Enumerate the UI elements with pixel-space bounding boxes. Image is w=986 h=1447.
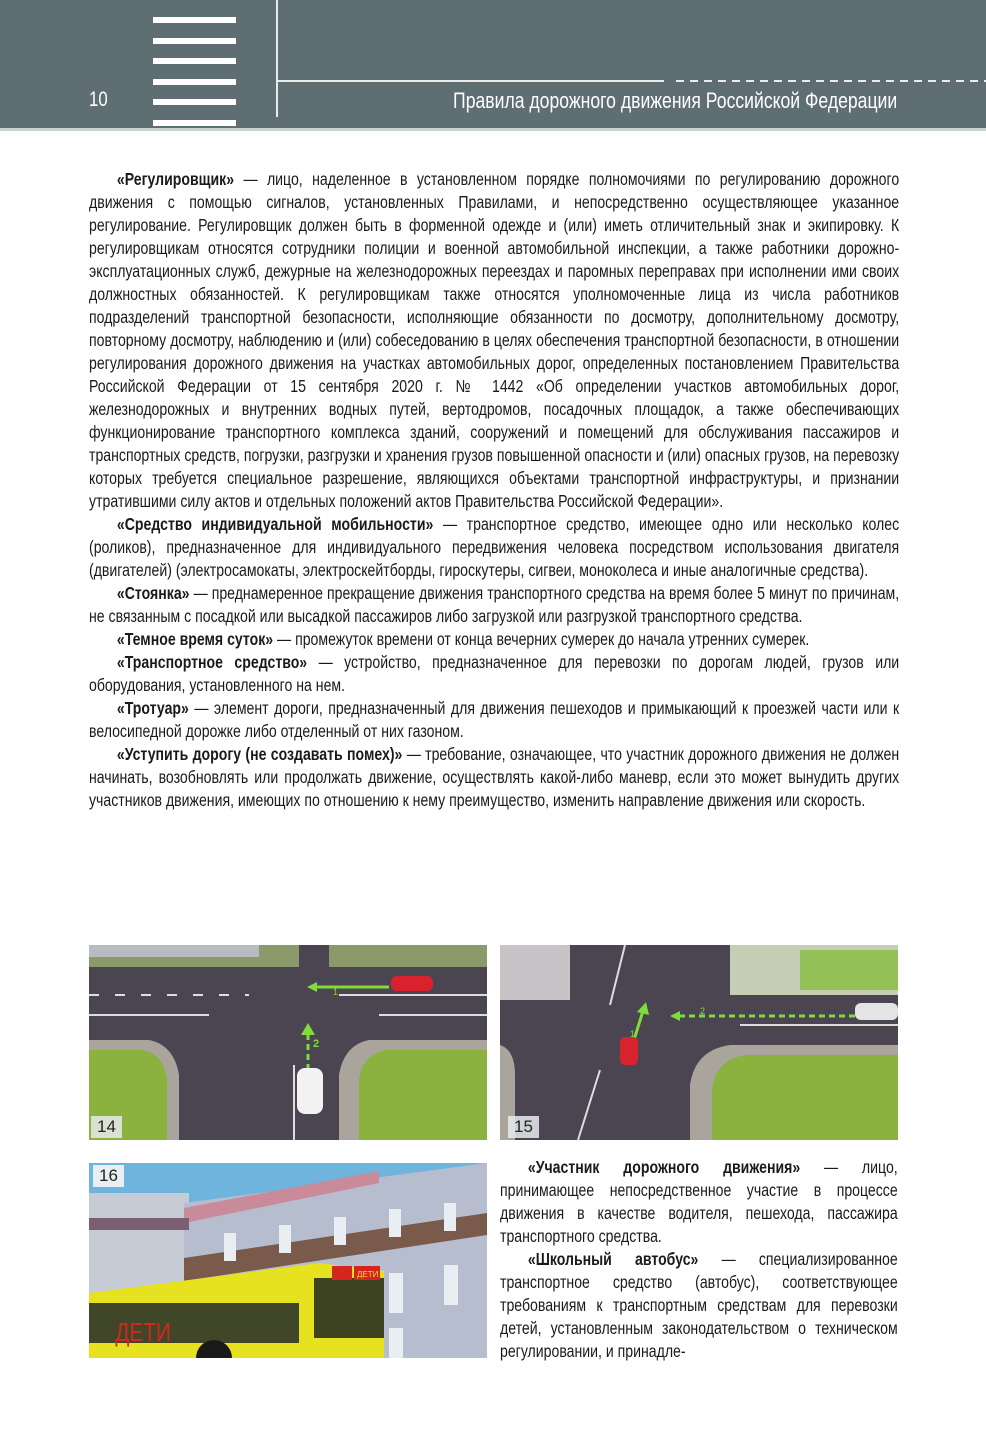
running-title: Правила дорожного движения Российской Федерации — [452, 88, 897, 113]
definition-paragraph — [500, 1156, 898, 1248]
definition-paragraph — [89, 697, 899, 743]
divider — [278, 80, 664, 82]
page-number: 10 — [89, 88, 108, 111]
arrow-label: 2 — [313, 1038, 320, 1050]
definition-paragraph — [89, 651, 899, 697]
divider — [276, 0, 278, 117]
definition: — лицо, наделенное в установленном порядке полномочиями по регулированию дорожного движения с помощью сигналов, установленных Правилами, и непосредственно осуществляющее указанное регулирование. Регулировщик должен быть в форменной одежде и (или) иметь отличительный знак и экипировку. К регулировщикам относятся сотрудники полиции и военной автомобильной инспекции, а также работники дорожно-эксплуатационных служб, дежурные на железнодорожных переездах и паромных переправах при исполнении ими своих должностных обязанностей. К регулировщикам также относятся уполномоченные лица из числа работников подразделений транспортной безопасности, исполняющие обязанности по досмотру, дополнительному досмотру, повторному досмотру, наблюдению и (или) собеседованию в целях обеспечения транспортной безопасности, в отношении регулирования дорожного движения на участках автомобильных дорог, определенных постановлением Правительства Российской Федерации от 15 сентября 2020 г. № 1442 «Об определении участков автомобильных дорог, железнодорожных и внутренних водных путей, вертодромов, посадочных площадок, а также обеспечивающих функционирование транспортного комплекса зданий, сооружений и помещений для обслуживания пассажиров и транспортных средств, погрузки, разгрузки и хранения грузов повышенной опасности и (или) опасных грузов, на перевозку которых требуется специальное разрешение, являющихся объектами транспортной инфраструктуры, и признании утратившими силу актов и отдельных положений актов Правительства Российской Федерации». — [89, 169, 900, 511]
arrow-label: 1 — [333, 987, 339, 997]
arrow-label: 2 — [700, 1006, 706, 1016]
definition-paragraph — [89, 628, 899, 651]
definition: — промежуток времени от конца вечерних сумерек до начала утренних сумерек. — [273, 629, 810, 649]
definition-paragraph — [89, 582, 899, 628]
definition: — специализированное транспортное средство (автобус), соответствующее требованиям к транспортным средствам для перевозки детей, установленным законодательством о техническом регулировании, и принадле- — [500, 1249, 898, 1361]
term: «Регулировщик» — [116, 169, 235, 189]
term: «Темное время суток» — [116, 629, 274, 649]
term: «Тротуар» — [116, 698, 189, 718]
header-border — [0, 128, 986, 131]
definition: — лицо, принимающее непосредственное участие в процессе движения в качестве водителя, пешехода, пассажира транспортного средства. — [500, 1157, 898, 1246]
bus-side-label: ДЕТИ — [115, 1317, 171, 1347]
body-text — [89, 168, 899, 812]
page-header — [0, 0, 986, 130]
figure-number: 16 — [93, 1165, 124, 1187]
term: «Стоянка» — [116, 583, 190, 603]
right-column-text — [500, 1156, 898, 1363]
term: «Средство индивидуальной мобильности» — [116, 514, 434, 534]
dashed-divider — [676, 80, 986, 82]
figure-16-school-bus — [89, 1163, 487, 1358]
definition-paragraph — [89, 743, 899, 812]
definition: — преднамеренное прекращение движения транспортного средства на время более 5 минут по причинам, не связанным с посадкой или высадкой пассажиров либо загрузкой или разгрузкой транспортного средства. — [89, 583, 900, 626]
term: «Транспортное средство» — [116, 652, 308, 672]
crosswalk-stripes-logo — [153, 17, 236, 140]
definition: — устройство, предназначенное для перевозки по дорогам людей, грузов или оборудования, установленного на нем. — [89, 652, 900, 695]
definition-paragraph — [500, 1248, 898, 1363]
figure-14-intersection — [89, 945, 487, 1140]
term: «Уступить дорогу (не создавать помех)» — [116, 744, 403, 764]
definition-paragraph — [89, 513, 899, 582]
definition: — требование, означающее, что участник дорожного движения не должен начинать, возобновлять или продолжать движение, осуществлять какой-либо маневр, если это может вынудить других участников движения, имеющих по отношению к нему преимущество, изменить направление движения или скорость. — [89, 744, 900, 810]
term: «Школьный автобус» — [527, 1249, 699, 1269]
figure-15-intersection — [500, 945, 898, 1140]
definition-paragraph — [89, 168, 899, 513]
definition: — транспортное средство, имеющее одно или несколько колес (роликов), предназначенное для индивидуального передвижения человека посредством использования двигателя (двигателей) (электросамокаты, электроскейтборды, гироскутеры, сигвеи, моноколеса и иные аналогичные средства). — [89, 514, 900, 580]
definition: — элемент дороги, предназначенный для движения пешеходов и примыкающий к проезжей части или к велосипедной дорожке либо отделенный от них газоном. — [89, 698, 900, 741]
arrow-label: 1 — [630, 1029, 636, 1039]
figure-number: 14 — [91, 1116, 122, 1138]
term: «Участник дорожного движения» — [527, 1157, 801, 1177]
figure-number: 15 — [508, 1116, 539, 1138]
bus-sign-label: ДЕТИ — [357, 1270, 379, 1279]
